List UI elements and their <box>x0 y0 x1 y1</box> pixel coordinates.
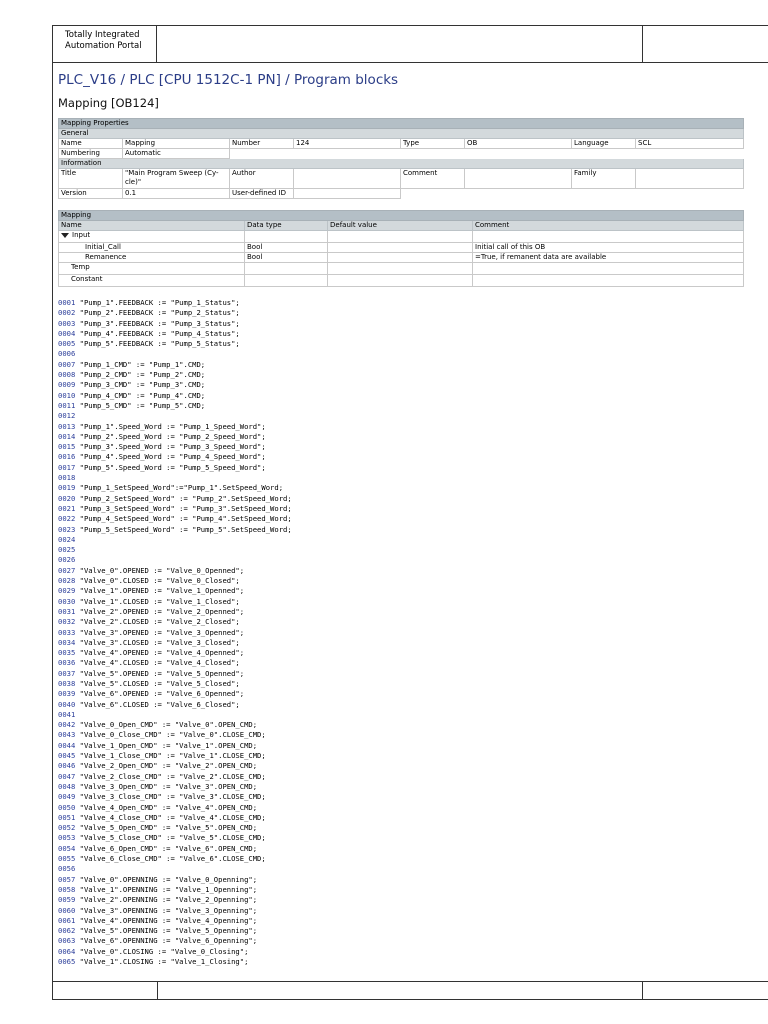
table-row <box>59 263 744 275</box>
empty-cell <box>473 263 744 275</box>
code-line <box>58 463 292 473</box>
code-text: "Valve_4".OPENED := "Valve_4_Openned"; <box>75 648 245 658</box>
code-text <box>75 535 79 544</box>
code-line <box>58 555 292 565</box>
line-number: 0024 <box>58 534 76 544</box>
line-number: 0050 <box>58 802 76 812</box>
section-information: Information <box>59 159 744 169</box>
table-row <box>59 231 744 243</box>
code-line <box>58 895 292 905</box>
breadcrumb-device: PLC [CPU 1512C-1 PN] <box>129 72 281 88</box>
line-number: 0057 <box>58 874 76 884</box>
line-number: 0027 <box>58 565 76 575</box>
code-text: "Pump_1_SetSpeed_Word":="Pump_1".SetSpeed_Word; <box>75 483 284 493</box>
code-text: "Pump_1".FEEDBACK := "Pump_1_Status"; <box>75 298 240 307</box>
code-text: "Pump_5".Speed_Word := "Pump_5_Speed_Word"; <box>75 462 266 472</box>
label-comment: Comment <box>401 169 465 189</box>
code-text: "Pump_5".FEEDBACK := "Pump_5_Status"; <box>75 339 240 349</box>
empty-cell <box>230 149 744 159</box>
label-name: Name <box>59 139 123 149</box>
label-title: Title <box>59 169 123 189</box>
line-number: 0005 <box>58 339 76 349</box>
value-version: 0.1 <box>123 189 230 199</box>
line-number: 0022 <box>58 514 76 524</box>
code-line <box>58 628 292 638</box>
code-line <box>58 391 292 401</box>
line-number: 0013 <box>58 421 76 431</box>
table-row <box>59 189 744 199</box>
code-text: "Valve_6".OPENNING := "Valve_6_Openning"; <box>75 936 258 946</box>
line-number: 0062 <box>58 926 76 936</box>
brand-line-1: Totally Integrated <box>65 30 140 40</box>
code-line <box>58 504 292 514</box>
properties-table <box>58 118 744 199</box>
value-author <box>294 169 401 189</box>
code-text <box>75 349 79 358</box>
code-line <box>58 823 292 833</box>
code-line <box>58 411 292 421</box>
param-default <box>328 243 473 253</box>
line-number: 0056 <box>58 864 76 874</box>
code-line <box>58 432 292 442</box>
line-number: 0040 <box>58 699 76 709</box>
page-frame <box>52 25 768 1000</box>
code-text: "Valve_5".CLOSED := "Valve_5_Closed"; <box>75 678 240 688</box>
footer-divider <box>642 982 643 999</box>
line-number: 0036 <box>58 658 76 668</box>
collapse-triangle-icon[interactable] <box>61 233 69 238</box>
line-number: 0002 <box>58 308 76 318</box>
code-line <box>58 422 292 432</box>
code-text: "Valve_3".OPENNING := "Valve_3_Openning"; <box>75 905 258 915</box>
code-text: "Valve_2".OPENNING := "Valve_2_Openning"; <box>75 895 258 905</box>
code-line <box>58 782 292 792</box>
code-line <box>58 700 292 710</box>
code-line <box>58 483 292 493</box>
column-header-comment: Comment <box>473 221 744 231</box>
line-number: 0045 <box>58 751 76 761</box>
line-number: 0001 <box>58 298 76 307</box>
line-number: 0034 <box>58 637 76 647</box>
code-line <box>58 401 292 411</box>
value-type: OB <box>465 139 572 149</box>
code-text <box>75 473 79 482</box>
code-text: "Valve_3_Open_CMD" := "Valve_3".OPEN_CMD; <box>75 781 258 791</box>
input-label: Input <box>72 231 91 239</box>
code-text: "Pump_1".Speed_Word := "Pump_1_Speed_Word"; <box>75 421 266 431</box>
code-text <box>75 555 79 564</box>
line-number: 0051 <box>58 812 76 822</box>
line-number: 0025 <box>58 545 76 555</box>
empty-cell <box>328 231 473 243</box>
brand-line-2: Automation Portal <box>65 41 142 51</box>
line-number: 0021 <box>58 503 76 513</box>
value-number: 124 <box>294 139 401 149</box>
table-row <box>59 149 744 159</box>
code-line <box>58 648 292 658</box>
column-header-default-value: Default value <box>328 221 473 231</box>
line-number: 0004 <box>58 328 76 338</box>
code-text: "Valve_0".OPENNING := "Valve_0_Openning"; <box>75 874 258 884</box>
code-line <box>58 638 292 648</box>
code-text: "Valve_1".CLOSING := "Valve_1_Closing"; <box>75 957 249 966</box>
code-line <box>58 844 292 854</box>
label-family: Family <box>572 169 636 189</box>
param-name: Initial_Call <box>59 243 245 253</box>
column-header-data-type: Data type <box>245 221 328 231</box>
code-line <box>58 545 292 555</box>
line-number: 0007 <box>58 359 76 369</box>
code-line <box>58 906 292 916</box>
line-number: 0063 <box>58 936 76 946</box>
code-text: "Valve_0".CLOSING := "Valve_0_Closing"; <box>75 946 249 956</box>
line-number: 0033 <box>58 627 76 637</box>
code-text: "Pump_2_CMD" := "Pump_2".CMD; <box>75 370 206 380</box>
code-text: "Valve_5_Close_CMD" := "Valve_5".CLOSE_CMD; <box>75 833 266 843</box>
code-line <box>58 617 292 627</box>
line-number: 0059 <box>58 895 76 905</box>
line-number: 0039 <box>58 689 76 699</box>
table-row <box>59 253 744 263</box>
line-number: 0060 <box>58 905 76 915</box>
code-line <box>58 741 292 751</box>
empty-cell <box>245 275 328 287</box>
param-comment: Initial call of this OB <box>473 243 744 253</box>
code-line <box>58 319 292 329</box>
label-numbering: Numbering <box>59 149 123 159</box>
value-numbering: Automatic <box>123 149 230 159</box>
line-number: 0026 <box>58 555 76 565</box>
code-text: "Valve_5".OPENNING := "Valve_5_Openning"; <box>75 926 258 936</box>
code-line <box>58 916 292 926</box>
param-name: Remanence <box>59 253 245 263</box>
code-line <box>58 689 292 699</box>
line-number: 0009 <box>58 380 76 390</box>
line-number: 0032 <box>58 617 76 627</box>
code-line <box>58 885 292 895</box>
code-text: "Valve_2_Close_CMD" := "Valve_2".CLOSE_CMD; <box>75 771 266 781</box>
code-text: "Valve_1".CLOSED := "Valve_1_Closed"; <box>75 596 240 606</box>
code-text <box>75 545 79 554</box>
line-number: 0053 <box>58 833 76 843</box>
code-text: "Valve_1_Open_CMD" := "Valve_1".OPEN_CMD; <box>75 740 258 750</box>
line-number: 0003 <box>58 318 76 328</box>
empty-cell <box>473 275 744 287</box>
param-comment: =True, if remanent data are available <box>473 253 744 263</box>
code-text: "Pump_4_CMD" := "Pump_4".CMD; <box>75 390 206 400</box>
code-line <box>58 720 292 730</box>
line-number: 0008 <box>58 370 76 380</box>
code-line <box>58 514 292 524</box>
breadcrumb-separator: / <box>116 72 130 88</box>
code-text: "Valve_4".CLOSED := "Valve_4_Closed"; <box>75 658 240 668</box>
code-text: "Valve_0".CLOSED := "Valve_0_Closed"; <box>75 576 240 586</box>
label-type: Type <box>401 139 465 149</box>
breadcrumb-project: PLC_V16 <box>58 72 117 88</box>
value-family <box>636 169 744 189</box>
code-text: "Valve_0_Open_CMD" := "Valve_0".OPEN_CMD; <box>75 720 258 730</box>
code-line <box>58 442 292 452</box>
table-row <box>59 139 744 149</box>
param-type: Bool <box>245 243 328 253</box>
value-title-line-1: "Main Program Sweep (Cy- <box>125 169 219 177</box>
section-general: General <box>59 129 744 139</box>
code-line <box>58 710 292 720</box>
code-line <box>58 360 292 370</box>
empty-cell <box>328 263 473 275</box>
code-line <box>58 380 292 390</box>
code-text: "Pump_4".Speed_Word := "Pump_4_Speed_Word"; <box>75 452 266 462</box>
code-text: "Valve_4_Open_CMD" := "Valve_4".OPEN_CMD; <box>75 802 258 812</box>
code-line <box>58 875 292 885</box>
code-line <box>58 658 292 668</box>
code-text: "Valve_2_Open_CMD" := "Valve_2".OPEN_CMD; <box>75 761 258 771</box>
code-line <box>58 607 292 617</box>
section-mapping: Mapping <box>59 211 744 221</box>
code-line <box>58 936 292 946</box>
line-number: 0043 <box>58 730 76 740</box>
code-text: "Valve_3".OPENED := "Valve_3_Openned"; <box>75 627 245 637</box>
code-text <box>75 864 79 873</box>
code-text: "Pump_1_CMD" := "Pump_1".CMD; <box>75 359 206 369</box>
code-text: "Valve_2".OPENED := "Valve_2_Openned"; <box>75 606 245 616</box>
code-text: "Pump_3".Speed_Word := "Pump_3_Speed_Word"; <box>75 442 266 452</box>
empty-cell <box>473 231 744 243</box>
line-number: 0029 <box>58 586 76 596</box>
code-line <box>58 494 292 504</box>
line-number: 0010 <box>58 390 76 400</box>
line-number: 0044 <box>58 740 76 750</box>
code-text: "Pump_2".Speed_Word := "Pump_2_Speed_Word"; <box>75 431 266 441</box>
code-text: "Pump_5_CMD" := "Pump_5".CMD; <box>75 400 206 410</box>
footer-divider <box>157 982 158 999</box>
line-number: 0048 <box>58 781 76 791</box>
line-number: 0028 <box>58 576 76 586</box>
value-title <box>123 169 230 189</box>
line-number: 0015 <box>58 442 76 452</box>
code-text: "Valve_1_Close_CMD" := "Valve_1".CLOSE_CMD; <box>75 751 266 761</box>
line-number: 0042 <box>58 720 76 730</box>
code-line <box>58 751 292 761</box>
code-text: "Valve_4".OPENNING := "Valve_4_Openning"; <box>75 915 258 925</box>
code-line <box>58 833 292 843</box>
code-line <box>58 308 292 318</box>
line-number: 0035 <box>58 648 76 658</box>
line-number: 0041 <box>58 709 76 719</box>
code-line <box>58 803 292 813</box>
line-number: 0017 <box>58 462 76 472</box>
line-number: 0049 <box>58 792 76 802</box>
code-line <box>58 349 292 359</box>
code-text: "Valve_3_Close_CMD" := "Valve_3".CLOSE_CMD; <box>75 792 266 802</box>
header-divider <box>642 26 643 62</box>
page-header <box>53 26 768 63</box>
code-line <box>58 473 292 483</box>
value-name: Mapping <box>123 139 230 149</box>
line-number: 0031 <box>58 606 76 616</box>
code-line <box>58 730 292 740</box>
value-title-line-2: cle)" <box>125 178 142 186</box>
value-comment <box>465 169 572 189</box>
table-row <box>59 243 744 253</box>
code-line <box>58 926 292 936</box>
code-text: "Pump_5_SetSpeed_Word" := "Pump_5".SetSpeed_Word; <box>75 524 292 534</box>
constant-label: Constant <box>59 275 245 287</box>
line-number: 0047 <box>58 771 76 781</box>
code-text: "Valve_0".OPENED := "Valve_0_Openned"; <box>75 565 245 575</box>
value-user-defined-id <box>294 189 401 199</box>
mapping-interface-table <box>58 210 744 287</box>
brand-box <box>53 26 157 62</box>
label-number: Number <box>230 139 294 149</box>
code-line <box>58 586 292 596</box>
code-line <box>58 535 292 545</box>
code-line <box>58 525 292 535</box>
line-number: 0065 <box>58 957 76 966</box>
code-line <box>58 864 292 874</box>
code-text: "Valve_4_Close_CMD" := "Valve_4".CLOSE_CMD; <box>75 812 266 822</box>
code-line <box>58 452 292 462</box>
line-number: 0052 <box>58 823 76 833</box>
line-number: 0014 <box>58 431 76 441</box>
code-text: "Valve_6_Open_CMD" := "Valve_6".OPEN_CMD; <box>75 843 258 853</box>
code-line <box>58 813 292 823</box>
value-language: SCL <box>636 139 744 149</box>
code-line <box>58 566 292 576</box>
code-text <box>75 710 79 719</box>
code-text: "Pump_4_SetSpeed_Word" := "Pump_4".SetSpeed_Word; <box>75 514 292 524</box>
line-number: 0030 <box>58 596 76 606</box>
line-number: 0046 <box>58 761 76 771</box>
table-row <box>59 169 744 189</box>
code-line <box>58 947 292 957</box>
code-text: "Pump_3_SetSpeed_Word" := "Pump_3".SetSpeed_Word; <box>75 503 292 513</box>
breadcrumb-folder: Program blocks <box>293 72 399 88</box>
code-line <box>58 854 292 864</box>
table-row <box>59 275 744 287</box>
code-line <box>58 597 292 607</box>
code-line <box>58 669 292 679</box>
line-number: 0037 <box>58 668 76 678</box>
page-footer <box>53 981 768 999</box>
code-line <box>58 370 292 380</box>
param-type: Bool <box>245 253 328 263</box>
line-number: 0064 <box>58 946 76 956</box>
code-text: "Valve_2".CLOSED := "Valve_2_Closed"; <box>75 617 240 627</box>
code-text: "Valve_1".OPENED := "Valve_1_Openned"; <box>75 586 245 596</box>
code-text: "Valve_5".OPENED := "Valve_5_Openned"; <box>75 668 245 678</box>
code-line <box>58 792 292 802</box>
line-number: 0023 <box>58 524 76 534</box>
input-section-row[interactable] <box>59 231 245 243</box>
code-line <box>58 957 292 967</box>
code-text: "Valve_0_Close_CMD" := "Valve_0".CLOSE_CMD; <box>75 730 266 740</box>
line-number: 0038 <box>58 678 76 688</box>
line-number: 0055 <box>58 854 76 864</box>
column-header-name: Name <box>59 221 245 231</box>
empty-cell <box>245 231 328 243</box>
breadcrumb-separator: / <box>280 72 294 88</box>
line-number: 0018 <box>58 473 76 483</box>
code-line <box>58 576 292 586</box>
code-line <box>58 772 292 782</box>
label-version: Version <box>59 189 123 199</box>
label-author: Author <box>230 169 294 189</box>
temp-label: Temp <box>59 263 245 275</box>
code-text: "Valve_6".CLOSED := "Valve_6_Closed"; <box>75 699 240 709</box>
line-number: 0012 <box>58 411 76 421</box>
code-line <box>58 298 292 308</box>
code-text: "Valve_6_Close_CMD" := "Valve_6".CLOSE_CMD; <box>75 854 266 864</box>
code-text: "Pump_2_SetSpeed_Word" := "Pump_2".SetSpeed_Word; <box>75 493 292 503</box>
line-number: 0006 <box>58 349 76 359</box>
label-language: Language <box>572 139 636 149</box>
code-line <box>58 761 292 771</box>
code-text: "Valve_3".CLOSED := "Valve_3_Closed"; <box>75 637 240 647</box>
line-number: 0016 <box>58 452 76 462</box>
scl-code-listing <box>58 298 292 967</box>
param-default <box>328 253 473 263</box>
code-line <box>58 339 292 349</box>
code-text: "Pump_3_CMD" := "Pump_3".CMD; <box>75 380 206 390</box>
block-title: Mapping [OB124] <box>58 96 159 110</box>
code-text <box>75 411 79 420</box>
empty-cell <box>245 263 328 275</box>
code-line <box>58 329 292 339</box>
line-number: 0061 <box>58 915 76 925</box>
label-user-defined-id: User-defined ID <box>230 189 294 199</box>
code-text: "Pump_3".FEEDBACK := "Pump_3_Status"; <box>75 318 240 328</box>
empty-cell <box>401 189 744 199</box>
empty-cell <box>328 275 473 287</box>
code-line <box>58 679 292 689</box>
code-text: "Pump_2".FEEDBACK := "Pump_2_Status"; <box>75 308 240 318</box>
code-text: "Valve_1".OPENNING := "Valve_1_Openning"; <box>75 884 258 894</box>
breadcrumb <box>58 72 398 88</box>
code-text: "Valve_5_Open_CMD" := "Valve_5".OPEN_CMD; <box>75 823 258 833</box>
line-number: 0054 <box>58 843 76 853</box>
line-number: 0019 <box>58 483 76 493</box>
code-text: "Valve_6".OPENED := "Valve_6_Openned"; <box>75 689 245 699</box>
line-number: 0058 <box>58 884 76 894</box>
section-mapping-properties: Mapping Properties <box>59 119 744 129</box>
line-number: 0020 <box>58 493 76 503</box>
code-text: "Pump_4".FEEDBACK := "Pump_4_Status"; <box>75 328 240 338</box>
line-number: 0011 <box>58 400 76 410</box>
